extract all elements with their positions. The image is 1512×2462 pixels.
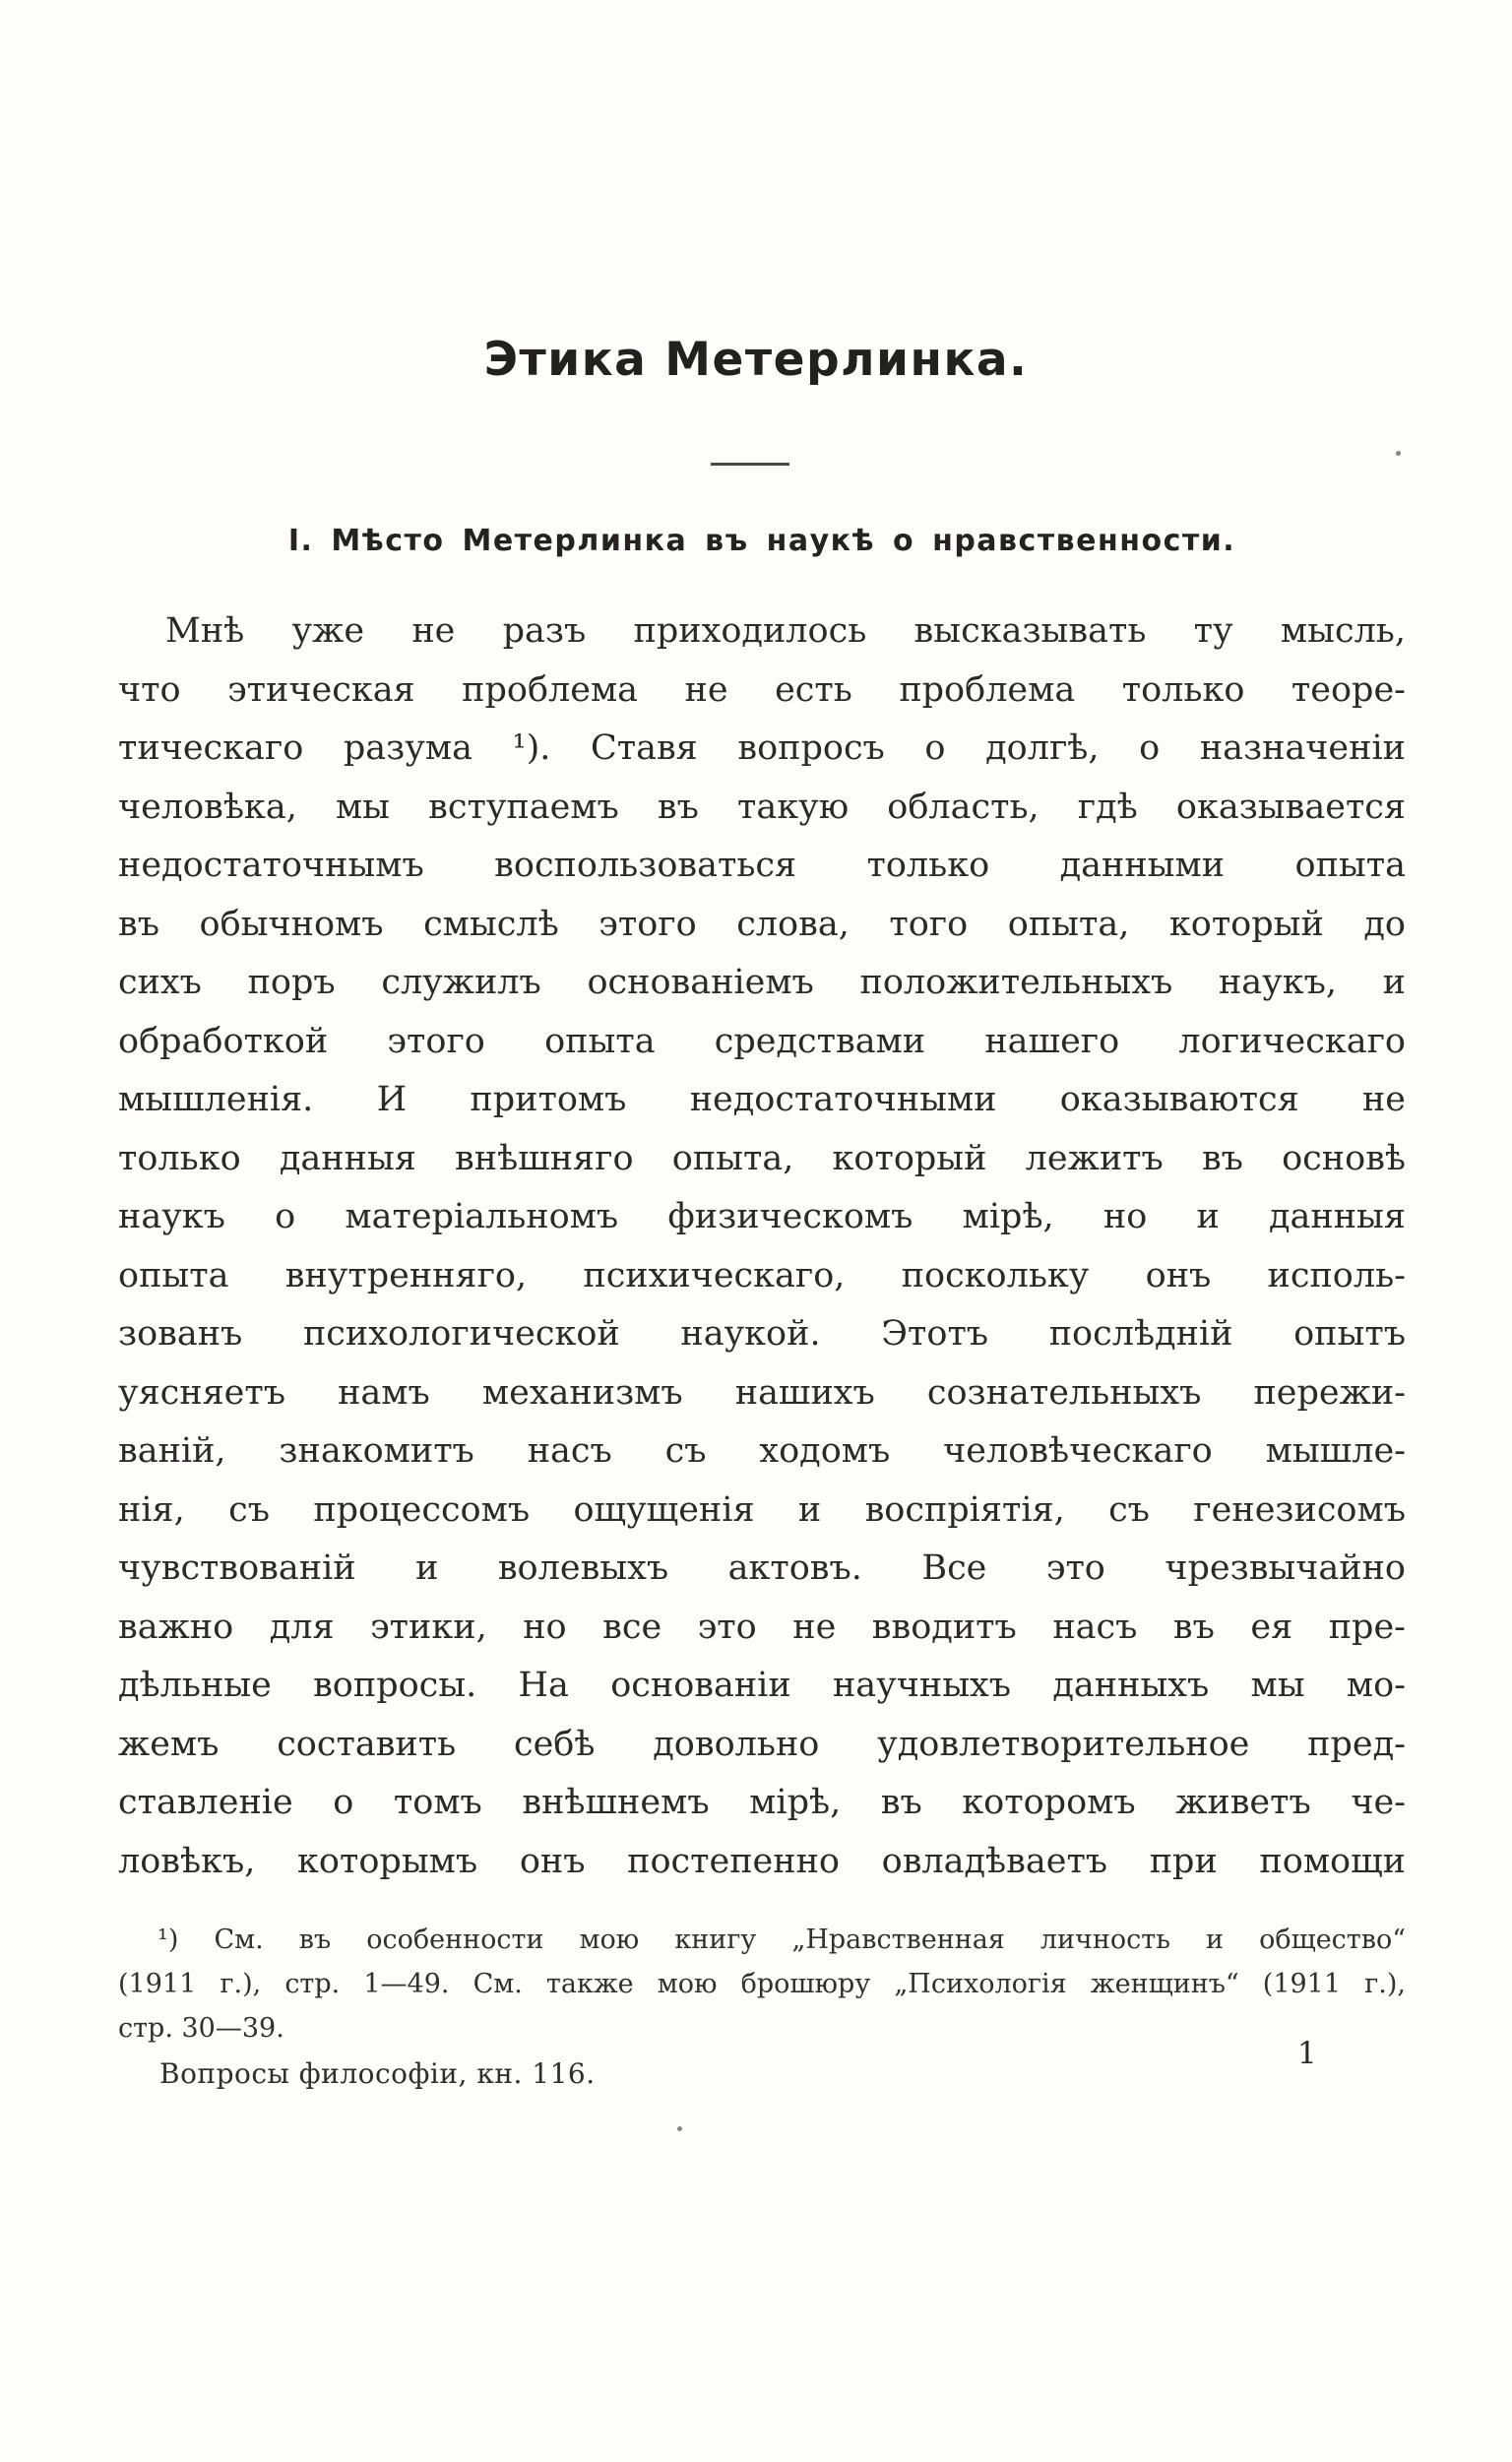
body-line: уясняетъ намъ механизмъ нашихъ сознательныхъ пережи- [118,1372,1406,1413]
body-line: ваній, знакомитъ насъ съ ходомъ человѣческаго мышле- [118,1431,1406,1471]
body-line: ловѣкъ, которымъ онъ постепенно овладѣваетъ при помощи [118,1841,1406,1881]
scan-artifact-dot [1396,451,1401,456]
body-line: дѣльные вопросы. На основаніи научныхъ данныхъ мы мо- [118,1666,1406,1705]
scan-artifact-dot [677,2126,682,2131]
body-line: ставленіе о томъ внѣшнемъ мірѣ, въ которомъ живетъ че- [118,1783,1406,1822]
body-line: мышленія. И притомъ недостаточными оказываются не [118,1080,1406,1119]
footnote [118,1918,1406,2051]
body-line: наукъ о матеріальномъ физическомъ мірѣ, но и данныя [118,1197,1406,1236]
body-line: въ обычномъ смыслѣ этого слова, того опыта, который до [118,904,1406,944]
footnote-line: (1911 г.), стр. 1—49. См. также мою брошюру „Психологія женщинъ“ (1911 г.), [118,1969,1406,1999]
body-line: нія, съ процессомъ ощущенія и воспріятія, съ генезисомъ [118,1489,1406,1530]
body-line: жемъ составить себѣ довольно удовлетворительное пред- [118,1724,1406,1764]
page-number: 1 [1297,2036,1317,2071]
body-line: сихъ поръ служилъ основаніемъ положительныхъ наукъ, и [118,963,1406,1002]
body-paragraph [118,602,1406,1891]
series-signature: Вопросы философіи, кн. 116. [159,2057,596,2090]
footnote-line: стр. 30—39. [118,2013,284,2044]
body-line: только данныя внѣшняго опыта, который лежитъ въ основѣ [118,1138,1406,1178]
page-title: Этика Метерлинка. [483,333,1029,387]
body-line: недостаточнымъ воспользоваться только данными опыта [118,846,1406,885]
body-line: что этическая проблема не есть проблема только теоре- [118,669,1406,710]
footnote-line: ¹) См. въ особенности мою книгу „Нравственная личность и общество“ [158,1925,1406,1955]
body-line: Мнѣ уже не разъ приходилось высказывать ту мысль, [165,611,1406,651]
body-line: человѣка, мы вступаемъ въ такую область, гдѣ оказывается [118,787,1406,827]
body-line: опыта внутренняго, психическаго, поскольку онъ исполь- [118,1255,1406,1295]
body-line: важно для этики, но все это не вводитъ насъ въ ея пре- [118,1607,1406,1647]
body-line: тическаго разума ¹). Ставя вопросъ о долгѣ, о назначеніи [118,728,1406,768]
section-heading: I. Мѣсто Метерлинка въ наукѣ о нравственности. [287,524,1236,558]
title-divider-rule [711,463,789,466]
body-line: чувствованій и волевыхъ актовъ. Все это чрезвычайно [118,1548,1406,1588]
body-line: обработкой этого опыта средствами нашего логическаго [118,1021,1406,1061]
body-line: зованъ психологической наукой. Этотъ послѣдній опытъ [118,1314,1406,1354]
